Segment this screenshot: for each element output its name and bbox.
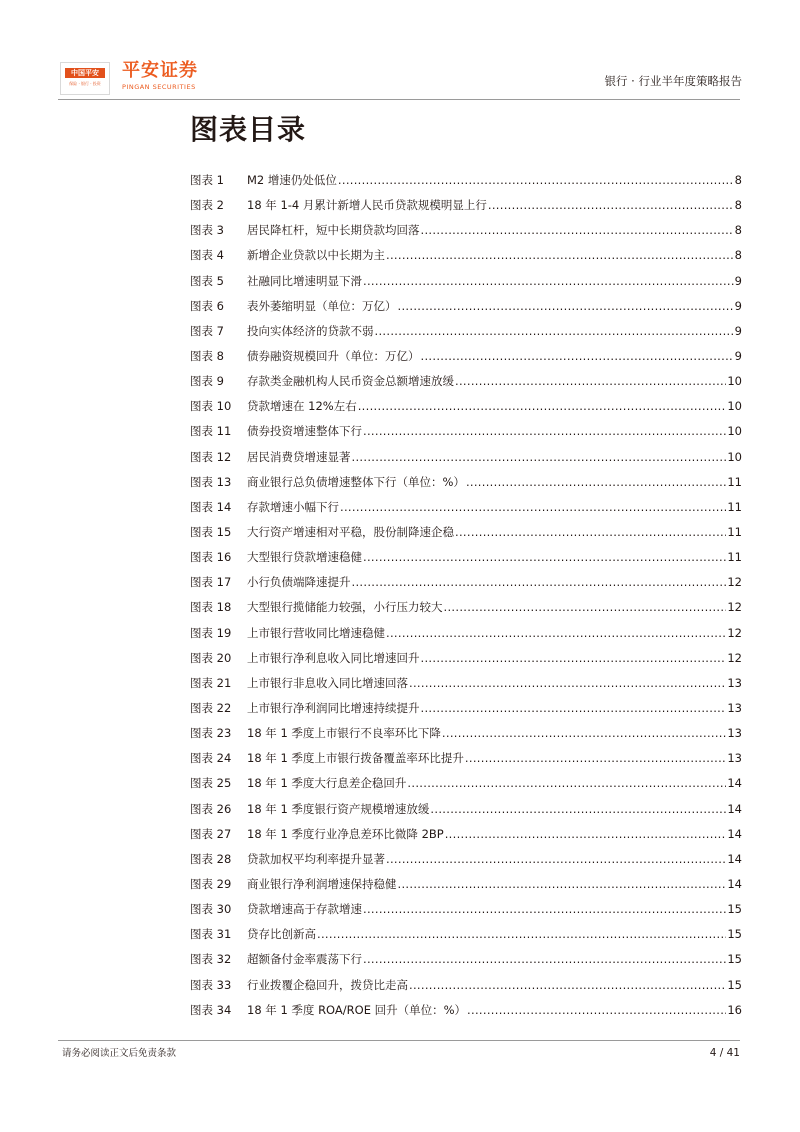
toc-entry-title: 贷款增速在 12%左右 (247, 399, 357, 414)
toc-leader-dots (352, 570, 727, 595)
toc-entry-title: 新增企业贷款以中长期为主 (247, 248, 385, 263)
toc-entry-page: 9 (734, 298, 742, 313)
toc-entry-number: 图表 21 (190, 675, 232, 690)
toc-entry-number: 图表 15 (190, 524, 232, 539)
toc-entry-number: 图表 3 (190, 223, 224, 238)
toc-leader-dots (465, 746, 726, 771)
toc-entry-page: 14 (727, 851, 742, 866)
header-divider (58, 99, 740, 100)
toc-entry-page: 11 (727, 550, 742, 565)
toc-entry[interactable] (190, 168, 742, 193)
toc-entry-page: 11 (727, 474, 742, 489)
toc-entry-number: 图表 14 (190, 499, 232, 514)
toc-entry-title: 投向实体经济的贷款不弱 (247, 323, 374, 338)
toc-entry-title: 贷款增速高于存款增速 (247, 902, 362, 917)
toc-entry-page: 14 (727, 876, 742, 891)
report-type: 银行 · 行业半年度策略报告 (604, 74, 742, 88)
toc-entry-page: 8 (734, 198, 742, 213)
toc-entry-title: 18 年 1 季度银行资产规模增速放缓 (247, 801, 430, 816)
toc-entry[interactable] (190, 294, 742, 319)
toc-entry-number: 图表 19 (190, 625, 232, 640)
toc-entry-number: 图表 9 (190, 374, 224, 389)
toc-entry[interactable] (190, 545, 742, 570)
toc-entry-number: 图表 2 (190, 198, 224, 213)
toc-entry-title: 商业银行总负债增速整体下行（单位：%） (247, 474, 465, 489)
toc-leader-dots (363, 419, 726, 444)
toc-leader-dots (352, 445, 727, 470)
toc-leader-dots (386, 847, 726, 872)
toc-leader-dots (466, 470, 726, 495)
page-header (0, 0, 800, 100)
toc-entry-number: 图表 32 (190, 952, 232, 967)
toc-entry-number: 图表 11 (190, 424, 232, 439)
toc-entry-number: 图表 30 (190, 902, 232, 917)
toc-entry-title: 小行负债端降速提升 (247, 575, 351, 590)
toc-entry[interactable] (190, 922, 742, 947)
toc-entry[interactable] (190, 269, 742, 294)
toc-entry-title: 贷存比创新高 (247, 927, 316, 942)
toc-entry-number: 图表 34 (190, 1002, 232, 1017)
toc-leader-dots (488, 193, 734, 218)
toc-entry-page: 9 (734, 273, 742, 288)
toc-entry[interactable] (190, 495, 742, 520)
toc-entry-number: 图表 24 (190, 751, 232, 766)
toc-entry-number: 图表 4 (190, 248, 224, 263)
toc-entry-number: 图表 27 (190, 826, 232, 841)
toc-entry-title: 债券融资规模回升（单位：万亿） (247, 348, 420, 363)
toc-leader-dots (386, 243, 734, 268)
toc-entry-page: 16 (727, 1002, 742, 1017)
toc-entry-number: 图表 12 (190, 449, 232, 464)
toc-entry-number: 图表 29 (190, 876, 232, 891)
toc-entry-title: 大型银行贷款增速稳健 (247, 550, 362, 565)
toc-entry-number: 图表 17 (190, 575, 232, 590)
toc-entry-number: 图表 16 (190, 550, 232, 565)
toc-entry-title: 上市银行净利润同比增速持续提升 (247, 700, 420, 715)
toc-entry-number: 图表 10 (190, 399, 232, 414)
toc-leader-dots (363, 269, 734, 294)
toc-entry-title: 行业拨覆企稳回升，拨贷比走高 (247, 977, 408, 992)
toc-entry-number: 图表 31 (190, 927, 232, 942)
toc-entry[interactable] (190, 872, 742, 897)
toc-entry-page: 15 (727, 902, 742, 917)
toc-entry-title: 商业银行净利润增速保持稳健 (247, 876, 397, 891)
toc-entry-title: M2 增速仍处低位 (247, 173, 337, 187)
toc-leader-dots (421, 646, 727, 671)
logo-bottom-text: 保险 · 银行 · 投资 (69, 81, 101, 86)
toc-entry[interactable] (190, 897, 742, 922)
toc-entry[interactable] (190, 445, 742, 470)
toc-entry[interactable] (190, 243, 742, 268)
toc-entry-title: 18 年 1 季度上市银行不良率环比下降 (247, 726, 441, 741)
brand-name-en: PINGAN SECURITIES (122, 83, 196, 91)
toc-leader-dots (340, 495, 726, 520)
toc-entry-number: 图表 25 (190, 776, 232, 791)
toc-entry-page: 13 (727, 751, 742, 766)
toc-entry[interactable] (190, 847, 742, 872)
toc-entry-title: 18 年 1 季度上市银行拨备覆盖率环比提升 (247, 751, 464, 766)
toc-entry-page: 10 (727, 449, 742, 464)
toc-entry[interactable] (190, 319, 742, 344)
toc-entry[interactable] (190, 947, 742, 972)
toc-entry[interactable] (190, 797, 742, 822)
toc-entry-number: 图表 6 (190, 298, 224, 313)
toc-entry-number: 图表 13 (190, 474, 232, 489)
toc-leader-dots (445, 822, 727, 847)
toc-entry-number: 图表 26 (190, 801, 232, 816)
toc-entry-page: 12 (727, 575, 742, 590)
toc-entry[interactable] (190, 721, 742, 746)
page-title: 图表目录 (190, 113, 307, 146)
toc-leader-dots (430, 797, 726, 822)
toc-entry-page: 13 (727, 726, 742, 741)
toc-entry-number: 图表 8 (190, 348, 224, 363)
toc-entry-title: 超额备付金率震荡下行 (247, 952, 362, 967)
toc-leader-dots (455, 369, 726, 394)
toc-entry-number: 图表 23 (190, 726, 232, 741)
toc-entry[interactable] (190, 470, 742, 495)
toc-entry-title: 上市银行非息收入同比增速回落 (247, 675, 408, 690)
toc-entry-page: 12 (727, 600, 742, 615)
toc-entry-number: 图表 22 (190, 700, 232, 715)
toc-entry-page: 9 (734, 323, 742, 338)
toc-entry-page: 12 (727, 625, 742, 640)
toc-leader-dots (467, 998, 726, 1023)
toc-leader-dots (398, 294, 734, 319)
toc-leader-dots (409, 973, 726, 998)
toc-entry[interactable] (190, 218, 742, 243)
toc-entry[interactable] (190, 671, 742, 696)
pingan-logo (60, 62, 110, 95)
toc-leader-dots (363, 545, 726, 570)
toc-entry-page: 12 (727, 650, 742, 665)
toc-entry-page: 10 (727, 399, 742, 414)
footer-divider (58, 1040, 740, 1041)
toc-entry-number: 图表 18 (190, 600, 232, 615)
toc-leader-dots (444, 595, 727, 620)
toc-entry-title: 18 年 1 季度 ROA/ROE 回升（单位：%） (247, 1002, 467, 1017)
toc-entry[interactable] (190, 570, 742, 595)
toc-entry-title: 存款增速小幅下行 (247, 499, 339, 514)
toc-entry-title: 社融同比增速明显下滑 (247, 273, 362, 288)
toc-entry[interactable] (190, 419, 742, 444)
toc-entry-page: 15 (727, 927, 742, 942)
toc-leader-dots (398, 872, 727, 897)
toc-entry[interactable] (190, 646, 742, 671)
toc-leader-dots (407, 771, 726, 796)
toc-entry-number: 图表 20 (190, 650, 232, 665)
toc-leader-dots (338, 168, 734, 193)
toc-leader-dots (317, 922, 726, 947)
toc-entry[interactable] (190, 369, 742, 394)
toc-leader-dots (409, 671, 726, 696)
toc-entry-page: 8 (734, 223, 742, 238)
toc-entry-title: 居民降杠杆，短中长期贷款均回落 (247, 223, 420, 238)
toc-entry-page: 14 (727, 776, 742, 791)
toc-entry-title: 上市银行营收同比增速稳健 (247, 625, 385, 640)
toc-entry-title: 18 年 1 季度行业净息差环比微降 2BP (247, 826, 444, 841)
page-number: 4 / 41 (709, 1047, 740, 1059)
toc-leader-dots (375, 319, 734, 344)
toc-entry[interactable] (190, 193, 742, 218)
toc-entry-page: 10 (727, 424, 742, 439)
toc-entry-title: 表外萎缩明显（单位：万亿） (247, 298, 397, 313)
toc-entry-title: 存款类金融机构人民币资金总额增速放缓 (247, 374, 454, 389)
toc-entry-page: 11 (727, 524, 742, 539)
toc-leader-dots (363, 897, 726, 922)
toc-entry-page: 13 (727, 700, 742, 715)
toc-entry-number: 图表 33 (190, 977, 232, 992)
toc-entry-title: 上市银行净利息收入同比增速回升 (247, 650, 420, 665)
toc-entry-page: 11 (727, 499, 742, 514)
toc-leader-dots (363, 947, 726, 972)
toc-entry-page: 9 (734, 348, 742, 363)
toc-entry-page: 15 (727, 952, 742, 967)
toc-entry-page: 14 (727, 801, 742, 816)
toc-entry[interactable] (190, 621, 742, 646)
toc-leader-dots (442, 721, 726, 746)
toc-leader-dots (358, 394, 727, 419)
toc-leader-dots (386, 621, 726, 646)
toc-entry-number: 图表 7 (190, 323, 224, 338)
toc-entry[interactable] (190, 746, 742, 771)
toc-entry-title: 18 年 1 季度大行息差企稳回升 (247, 776, 407, 791)
toc-entry-title: 大型银行揽储能力较强，小行压力较大 (247, 600, 443, 615)
toc-entry-page: 8 (734, 248, 742, 263)
toc-entry-title: 贷款加权平均利率提升显著 (247, 851, 385, 866)
toc-entry-title: 债券投资增速整体下行 (247, 424, 362, 439)
table-of-figures (190, 168, 742, 1023)
toc-leader-dots (421, 344, 734, 369)
toc-entry[interactable] (190, 696, 742, 721)
toc-entry[interactable] (190, 344, 742, 369)
toc-entry-title: 18 年 1-4 月累计新增人民币贷款规模明显上行 (247, 198, 487, 213)
toc-entry-page: 13 (727, 675, 742, 690)
toc-entry[interactable] (190, 973, 742, 998)
toc-leader-dots (421, 696, 727, 721)
toc-entry[interactable] (190, 771, 742, 796)
toc-entry-page: 15 (727, 977, 742, 992)
logo-top-text: 中国平安 (65, 68, 105, 78)
toc-entry[interactable] (190, 998, 742, 1023)
toc-entry-page: 14 (727, 826, 742, 841)
toc-entry-page: 10 (727, 374, 742, 389)
brand-name-cn: 平安证券 (122, 60, 198, 81)
toc-entry[interactable] (190, 394, 742, 419)
toc-entry[interactable] (190, 520, 742, 545)
toc-entry-number: 图表 28 (190, 851, 232, 866)
toc-entry[interactable] (190, 822, 742, 847)
toc-leader-dots (421, 218, 734, 243)
toc-entry-number: 图表 5 (190, 273, 224, 288)
toc-entry[interactable] (190, 595, 742, 620)
toc-entry-title: 大行资产增速相对平稳，股份制降速企稳 (247, 524, 454, 539)
footer-disclaimer: 请务必阅读正文后免责条款 (62, 1048, 177, 1059)
toc-leader-dots (455, 520, 726, 545)
toc-entry-page: 8 (734, 173, 742, 187)
toc-entry-title: 居民消费贷增速显著 (247, 449, 351, 464)
toc-entry-number: 图表 1 (190, 173, 224, 187)
